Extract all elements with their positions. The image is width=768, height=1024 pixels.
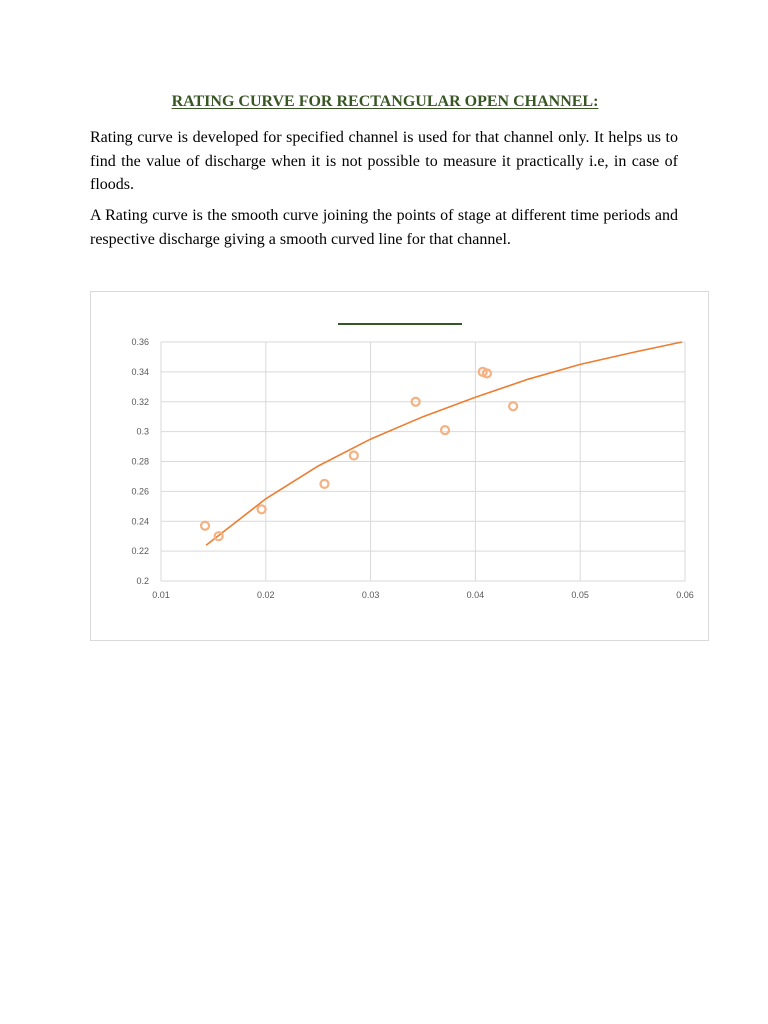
y-tick-label: 0.22 xyxy=(131,546,149,557)
x-tick-label: 0.06 xyxy=(676,590,694,600)
rating-curve-chart xyxy=(90,291,709,641)
x-tick-label: 0.03 xyxy=(361,590,380,600)
x-tick-label: 0.05 xyxy=(571,590,589,600)
y-tick-label: 0.34 xyxy=(131,366,149,377)
document-title: RATING CURVE FOR RECTANGULAR OPEN CHANNEL: xyxy=(171,93,599,110)
data-point xyxy=(350,452,358,460)
y-tick-label: 0.32 xyxy=(131,396,149,407)
trendline xyxy=(206,342,682,545)
x-tick-label: 0.04 xyxy=(466,590,485,600)
data-point xyxy=(258,505,266,513)
y-tick-label: 0.36 xyxy=(131,337,149,347)
chart-canvas xyxy=(91,292,708,640)
paragraph-intro: Rating curve is developed for specified channel is used for that channel only. It helps us to find the value of discharge when it is not possible to measure it practically i.e, in case of floods. xyxy=(90,129,678,193)
data-point xyxy=(509,402,517,410)
y-tick-label: 0.28 xyxy=(131,456,149,467)
paragraph-definition: A Rating curve is the smooth curve joining the points of stage at different time periods and respective discharge giving a smooth curved line for that channel. xyxy=(90,207,678,248)
data-point xyxy=(201,522,209,530)
data-point xyxy=(441,426,449,434)
y-tick-label: 0.2 xyxy=(136,576,149,586)
data-point xyxy=(320,480,328,488)
x-tick-label: 0.01 xyxy=(152,590,170,600)
x-tick-label: 0.02 xyxy=(257,590,275,600)
y-tick-label: 0.26 xyxy=(131,486,149,497)
y-tick-label: 0.3 xyxy=(136,426,149,437)
y-tick-label: 0.24 xyxy=(131,516,149,527)
